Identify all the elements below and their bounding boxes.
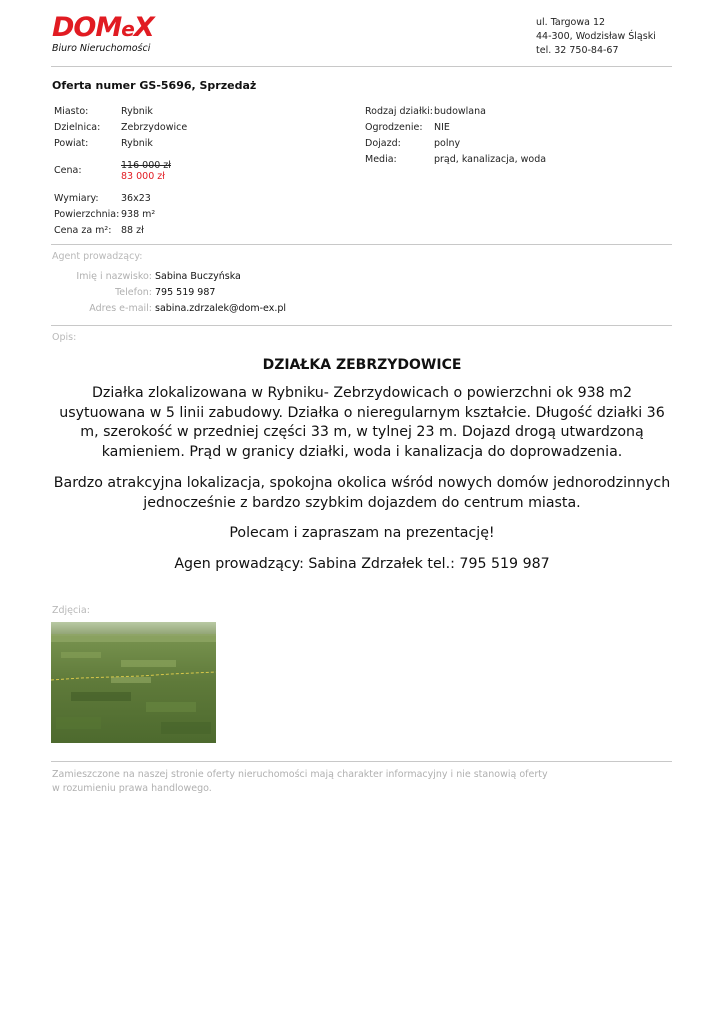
logo-subtitle: Biuro Nieruchomości xyxy=(52,43,151,54)
address-phone: tel. 32 750-84-67 xyxy=(536,45,619,56)
detail-label: Dojazd: xyxy=(365,137,401,149)
address-city: 44-300, Wodzisław Śląski xyxy=(536,31,656,42)
agent-phone[interactable]: 795 519 987 xyxy=(155,286,216,298)
detail-value: budowlana xyxy=(434,105,486,117)
detail-value: polny xyxy=(434,137,461,149)
description-heading: DZIAŁKA ZEBRZYDOWICE xyxy=(262,357,462,373)
agent-details xyxy=(52,268,286,316)
disclaimer xyxy=(52,768,548,796)
logo-text: DOMeX xyxy=(52,12,154,43)
address-street: ul. Targowa 12 xyxy=(536,17,606,28)
detail-label: Powierzchnia: xyxy=(54,208,120,220)
detail-value: 88 zł xyxy=(121,224,144,236)
detail-label: Cena za m²: xyxy=(54,224,112,236)
divider xyxy=(51,325,672,326)
old-price: 116 000 zł xyxy=(121,159,171,171)
detail-value: 36x23 xyxy=(121,192,151,204)
photos-section-label: Zdjęcia: xyxy=(52,605,90,616)
agent-email[interactable]: sabina.zdrzalek@dom-ex.pl xyxy=(155,302,287,314)
detail-label: Media: xyxy=(365,153,397,165)
detail-value: Zebrzydowice xyxy=(121,121,188,133)
disclaimer-line: Zamieszczone na naszej stronie oferty nieruchomości mają charakter informacyjny i nie stanowią oferty xyxy=(52,769,548,780)
detail-label: Wymiary: xyxy=(54,192,99,204)
agent-email-label: Adres e-mail: xyxy=(89,302,152,314)
offer-title: Oferta numer GS-5696, Sprzedaż xyxy=(52,79,257,92)
detail-label: Ogrodzenie: xyxy=(365,121,423,133)
description-paragraph: Agen prowadzący: Sabina Zdrzałek tel.: 795 519 987 xyxy=(174,555,550,572)
agent-name-label: Imię i nazwisko: xyxy=(76,270,152,282)
agent-phone-label: Telefon: xyxy=(115,286,152,298)
detail-label: Miasto: xyxy=(54,105,89,117)
logo xyxy=(52,14,154,55)
detail-label: Powiat: xyxy=(54,137,89,149)
new-price: 83 000 zł xyxy=(121,170,165,182)
divider xyxy=(51,66,672,67)
agent-name: Sabina Buczyńska xyxy=(155,270,241,282)
description-paragraph: Bardzo atrakcyjna lokalizacja, spokojna okolica wśród nowych domów jednorodzinnych jednocześnie z bardzo szybkim dojazdem do centrum miasta. xyxy=(53,474,671,511)
detail-value: prąd, kanalizacja, woda xyxy=(434,153,547,165)
offer-details-right xyxy=(365,103,546,167)
divider xyxy=(51,761,672,762)
company-address xyxy=(536,16,656,58)
description xyxy=(52,357,672,575)
description-paragraph: Działka zlokalizowana w Rybniku- Zebrzydowicach o powierzchni ok 938 m2 usytuowana w 5 linii zabudowy. Działka o nieregularnym kształcie. Długość działki 36 m, szerokość w przedniej części 33 m, w tylnej 23 m. Dojazd drogą utwardzoną kamieniem. Prąd w granicy działki, woda i kanalizacja do doprowadzenia. xyxy=(59,385,665,461)
agent-section-label: Agent prowadzący: xyxy=(52,251,143,262)
description-section-label: Opis: xyxy=(52,332,77,343)
detail-label: Rodzaj działki: xyxy=(365,105,434,117)
divider xyxy=(51,244,672,245)
plot-photo[interactable] xyxy=(51,622,216,743)
description-paragraph: Polecam i zapraszam na prezentację! xyxy=(229,525,495,542)
detail-label: Dzielnica: xyxy=(54,121,101,133)
detail-value: Rybnik xyxy=(121,137,153,149)
detail-value: 938 m² xyxy=(121,208,156,220)
offer-details-left xyxy=(54,103,187,238)
disclaimer-line: w rozumieniu prawa handlowego. xyxy=(52,783,212,794)
price-label: Cena: xyxy=(54,165,82,176)
detail-value: Rybnik xyxy=(121,105,153,117)
detail-value: NIE xyxy=(434,121,450,133)
